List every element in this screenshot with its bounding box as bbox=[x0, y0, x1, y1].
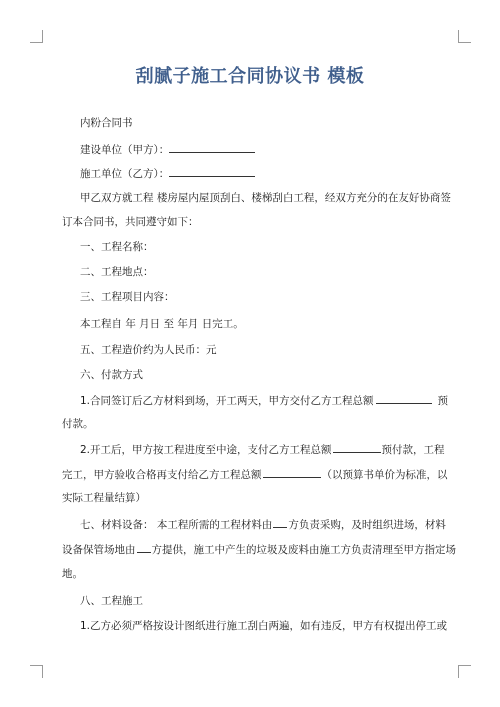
clause-5: 五、工程造价约为人民币：元 bbox=[80, 344, 217, 356]
payment-2b-blank bbox=[263, 467, 321, 478]
party-a-line bbox=[80, 142, 255, 157]
construction-1-line-1: 1.乙方必须严格按设计图纸进行施工刮白两遍，如有违反，甲方有权提出停工或 bbox=[80, 620, 448, 632]
materials-text-b: 方负责采购，及时组织进场，材料 bbox=[288, 519, 446, 531]
payment-2-line-1 bbox=[80, 442, 445, 457]
party-b-blank bbox=[169, 166, 255, 177]
materials-blank-1 bbox=[273, 517, 287, 528]
payment-1-line-1 bbox=[80, 393, 448, 408]
clause-6: 六、付款方式 bbox=[80, 369, 143, 381]
clause-1: 一、工程名称： bbox=[80, 241, 154, 253]
materials-2-text-a: 设备保管场地由 bbox=[62, 544, 136, 556]
materials-line-2 bbox=[62, 542, 456, 557]
clause-3: 三、工程项目内容： bbox=[80, 291, 175, 303]
schedule-line: 本工程自 年 月日 至 年月 日完工。 bbox=[80, 318, 244, 330]
materials-2-text-b: 方提供，施工中产生的垃圾及废料由施工方负责清理至甲方指定场 bbox=[151, 544, 456, 556]
preamble-line-1: 甲乙双方就工程 楼房屋内屋顶刮白、楼梯刮白工程，经双方充分的在友好协商签 bbox=[80, 192, 451, 204]
payment-2-blank bbox=[333, 442, 381, 453]
materials-blank-2 bbox=[137, 542, 151, 553]
payment-2b-text-b: （以预算书单价为标准，以 bbox=[321, 469, 448, 481]
contract-subtitle: 内粉合同书 bbox=[80, 117, 133, 129]
materials-line-3: 地。 bbox=[62, 568, 83, 580]
payment-2b-text-a: 完工，甲方验收合格再支付给乙方工程总额 bbox=[62, 469, 262, 481]
crop-mark-top-right bbox=[458, 30, 471, 43]
clause-8: 八、工程施工 bbox=[80, 595, 143, 607]
materials-text-a: 七、材料设备： 本工程所需的工程材料由 bbox=[80, 519, 273, 531]
payment-2-line-3: 实际工程量结算） bbox=[62, 492, 146, 504]
clause-2: 二、工程地点： bbox=[80, 266, 154, 278]
materials-line-1 bbox=[80, 517, 446, 532]
payment-2-line-2 bbox=[62, 467, 448, 482]
party-b-line bbox=[80, 166, 255, 181]
payment-2-text-b: 预付款，工程 bbox=[381, 444, 445, 456]
crop-mark-bottom-left bbox=[30, 665, 43, 678]
party-b-label: 施工单位（乙方）： bbox=[80, 168, 170, 180]
crop-mark-top-left bbox=[30, 30, 43, 43]
payment-1-line-2: 付款。 bbox=[62, 418, 94, 430]
payment-1-blank bbox=[376, 393, 432, 404]
payment-1-text-a: 1.合同签订后乙方材料到场，开工两天，甲方交付乙方工程总额 bbox=[80, 395, 374, 407]
preamble-line-2: 订本合同书，共同遵守如下： bbox=[62, 216, 199, 228]
payment-1-text-b: 预 bbox=[437, 395, 449, 407]
party-a-label: 建设单位（甲方）： bbox=[80, 144, 170, 156]
party-a-blank bbox=[169, 142, 255, 153]
document-title: 刮腻子施工合同协议书 模板 bbox=[135, 66, 365, 87]
payment-2-text-a: 2.开工后，甲方按工程进度至中途，支付乙方工程总额 bbox=[80, 444, 332, 456]
crop-mark-bottom-right bbox=[458, 665, 471, 678]
